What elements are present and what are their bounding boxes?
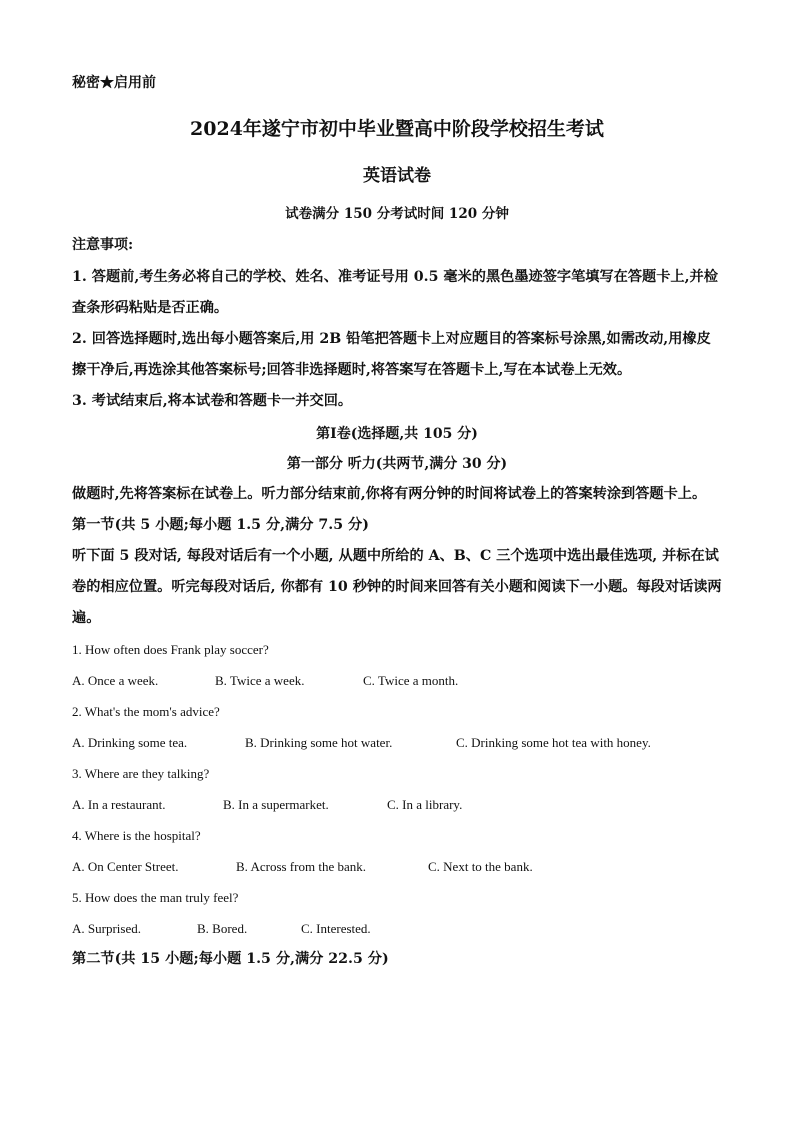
note-item: 3. 考试结束后,将本试卷和答题卡一并交回。 (72, 393, 353, 409)
question-list (72, 634, 722, 944)
question-options (72, 913, 722, 944)
notes-heading: 注意事项: (72, 237, 134, 253)
question-text: 5. How does the man truly feel? (72, 890, 239, 905)
section-instructions: 听下面 5 段对话, 每段对话后有一个小题, 从题中所给的 A、B、C 三个选项中选出最佳选项, 并标在试卷的相应位置。听完每段对话后, 你都有 10 秒钟的时间来回答有关小题和阅读下一小题。每段对话读两遍。 (72, 548, 722, 626)
exam-title: 2024年遂宁市初中毕业暨高中阶段学校招生考试 (190, 118, 604, 140)
confidential-label: 秘密★启用前 (72, 75, 156, 91)
option-b: B. Bored. (197, 921, 248, 936)
option-b: B. Across from the bank. (236, 859, 366, 874)
option-a: A. Once a week. (72, 673, 159, 688)
question-text: 2. What's the mom's advice? (72, 704, 220, 719)
question-options (72, 789, 722, 820)
volume-title: 第Ⅰ卷(选择题,共 105 分) (316, 426, 478, 442)
option-a: A. Surprised. (72, 921, 141, 936)
option-b: B. Twice a week. (215, 673, 305, 688)
exam-subtitle: 英语试卷 (363, 166, 431, 186)
note-item: 1. 答题前,考生务必将自己的学校、姓名、准考证号用 0.5 毫米的黑色墨迹签字笔填写在答题卡上,并检查条形码粘贴是否正确。 (72, 269, 718, 316)
option-a: A. In a restaurant. (72, 797, 166, 812)
part-title: 第一部分 听力(共两节,满分 30 分) (286, 456, 508, 472)
note-item: 2. 回答选择题时,选出每小题答案后,用 2B 铅笔把答题卡上对应题目的答案标号涂黑,如需改动,用橡皮擦干净后,再选涂其他答案标号;回答非选择题时,将答案写在答题卡上,写在本试卷上无效。 (72, 331, 711, 378)
section-title: 第一节(共 5 小题;每小题 1.5 分,满分 7.5 分) (72, 517, 369, 533)
question-options (72, 665, 722, 696)
question-text: 3. Where are they talking? (72, 766, 210, 781)
question-text: 1. How often does Frank play soccer? (72, 642, 269, 657)
option-a: A. On Center Street. (72, 859, 179, 874)
exam-info: 试卷满分 150 分考试时间 120 分钟 (285, 206, 509, 222)
option-a: A. Drinking some tea. (72, 735, 188, 750)
option-c: C. In a library. (387, 797, 463, 812)
question-text: 4. Where is the hospital? (72, 828, 201, 843)
question-options (72, 851, 722, 882)
exam-page (72, 72, 722, 975)
option-b: B. In a supermarket. (223, 797, 329, 812)
question-options (72, 727, 722, 758)
option-c: C. Interested. (301, 921, 371, 936)
option-b: B. Drinking some hot water. (245, 735, 393, 750)
option-c: C. Twice a month. (363, 673, 459, 688)
option-c: C. Next to the bank. (428, 859, 533, 874)
option-c: C. Drinking some hot tea with honey. (456, 735, 651, 750)
listening-intro: 做题时,先将答案标在试卷上。听力部分结束前,你将有两分钟的时间将试卷上的答案转涂到答题卡上。 (72, 486, 707, 502)
section-title: 第二节(共 15 小题;每小题 1.5 分,满分 22.5 分) (72, 951, 389, 967)
